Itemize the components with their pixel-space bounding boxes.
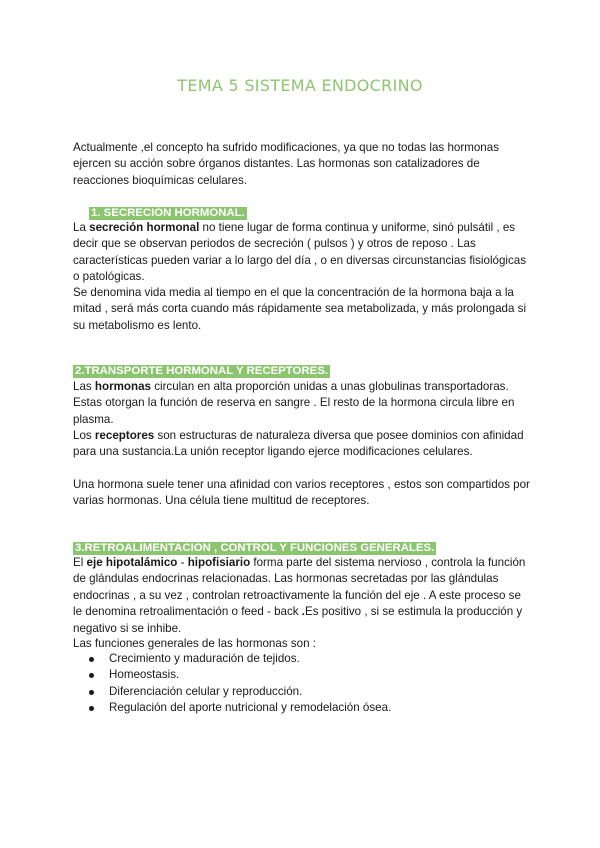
text-run: circulan en alta proporción unidas a unas globulinas transportadoras. Estas otorgan la función de reserva en sangre . El resto de la hormona circula libre en plasma.	[73, 380, 515, 426]
eje-paragraph	[73, 555, 533, 637]
bold-term: .	[301, 605, 306, 619]
list-item	[73, 667, 391, 683]
text-run: El	[73, 556, 87, 569]
list-item	[73, 700, 391, 716]
list-item	[73, 684, 391, 700]
hormonas-paragraph	[73, 379, 533, 428]
list-item-text: Regulación del aporte nutricional y remodelación ósea.	[109, 701, 392, 715]
vida-media-paragraph: Se denomina vida media al tiempo en el que la concentración de la hormona baja a la mitad , será más corta cuando más rápidamente sea metabolizada, y más prolongada si su metabolismo es lento.	[73, 286, 527, 332]
text-run: -	[177, 556, 188, 569]
section-heading-transporte: 2.TRANSPORTE HORMONAL Y RECEPTORES.	[75, 365, 328, 377]
funciones-list	[73, 651, 391, 717]
bullet-icon	[89, 657, 94, 662]
section-heading-retroalimentacion: 3.RETROALIMENTACIÓN , CONTROL Y FUNCIONES GENERALES.	[75, 542, 435, 554]
text-run: forma parte del sistema nervioso , controla la función de glándulas endocrinas relacionadas. Las hormonas secretadas por las glándulas endocrinas , a su vez , controlan retroactivamente la función del eje . A este proceso se le denomina retroalimentación o feed - back	[73, 556, 526, 619]
page-title: TEMA 5 SISTEMA ENDOCRINO	[177, 76, 423, 95]
list-item-text: Crecimiento y maduración de tejidos.	[109, 652, 300, 665]
afinidad-paragraph: Una hormona suele tener una afinidad con varios receptores , estos son compartidos por varias hormonas. Una célula tiene multitud de receptores.	[73, 478, 530, 508]
text-run: son estructuras de naturaleza diversa que posee dominios con afinidad para una sustancia.La unión receptor ligando ejerce modificaciones celulares.	[73, 429, 524, 459]
text-run: Las	[73, 380, 95, 393]
funciones-intro: Las funciones generales de las hormonas son :	[73, 637, 316, 650]
list-item-text: Homeostasis.	[109, 668, 180, 682]
text-run: no tiene lugar de forma continua y uniforme, sinó pulsátil , es decir que se observan periodos de secreción ( pulsos ) y otros de reposo . Las características pueden variar a lo largo del día , o en diversas circunstancias fisiológicas o patológicas.	[73, 221, 527, 284]
list-item	[73, 651, 391, 667]
bold-term: secreción hormonal	[89, 221, 200, 234]
intro-paragraph: Actualmente ,el concepto ha sufrido modificaciones, ya que no todas las hormonas ejercen su acción sobre órganos distantes. Las hormonas son catalizadores de reacciones bioquímicas celulares.	[73, 141, 499, 187]
receptores-paragraph	[73, 428, 533, 461]
section-heading-secrecion: 1. SECRECIÓN HORMONAL.	[91, 207, 245, 219]
bold-term: hormonas	[94, 380, 151, 393]
list-item-text: Diferenciación celular y reproducción.	[109, 684, 303, 698]
text-run: Los	[73, 429, 95, 442]
bullet-icon	[89, 690, 94, 695]
text-run: Es positivo , si se estimula la producción y negativo si se inhibe.	[73, 605, 523, 635]
bold-term: hipofisiario	[187, 556, 251, 569]
secrecion-paragraph	[73, 220, 533, 286]
bullet-icon	[89, 673, 94, 678]
bold-term: eje hipotalámico	[86, 556, 178, 569]
text-run: La	[73, 221, 90, 234]
bullet-icon	[89, 706, 94, 711]
bold-term: receptores	[94, 429, 155, 442]
